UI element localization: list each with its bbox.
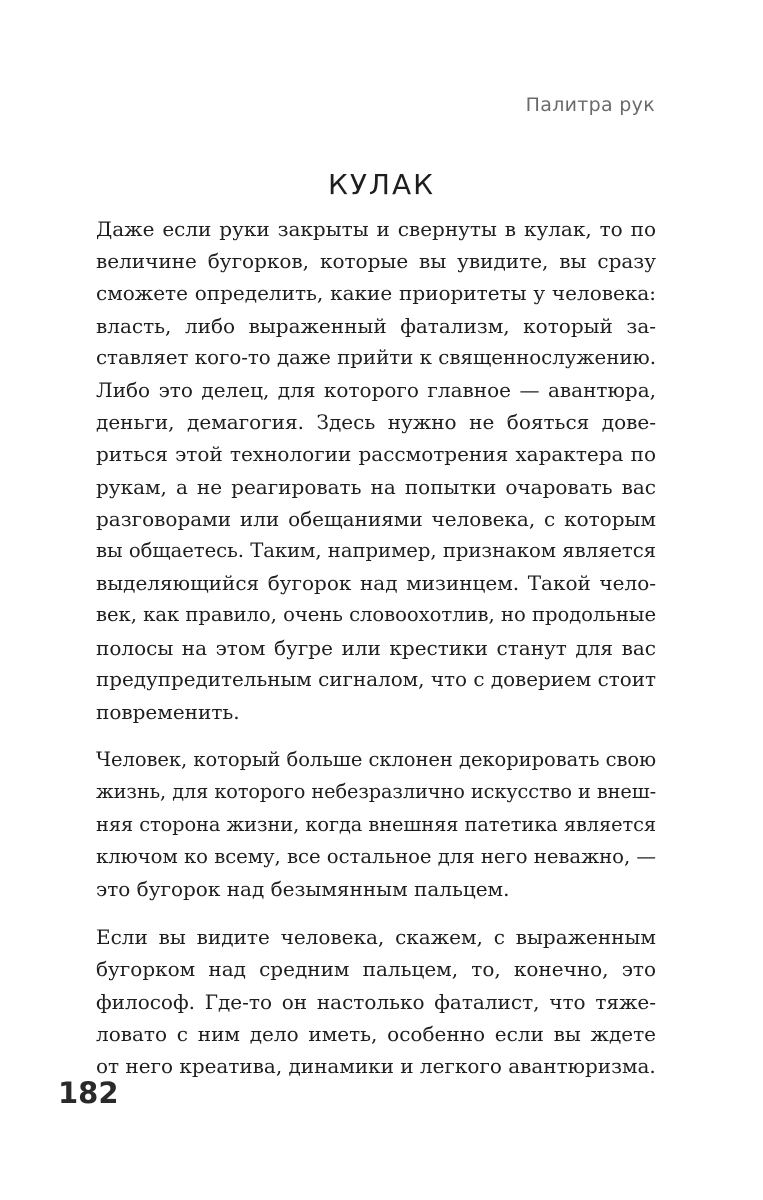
text-line: век, как правило, очень словоохотлив, но продольные bbox=[96, 603, 656, 627]
chapter-title: КУЛАК bbox=[327, 168, 436, 201]
page-number: 182 bbox=[58, 1076, 119, 1110]
text-line: Если вы видите человека, скажем, с выраженным bbox=[96, 925, 656, 950]
text-line: бугорком над средним пальцем, то, конечно, это bbox=[96, 957, 656, 982]
text-line: ловато с ним дело иметь, особенно если вы ждете bbox=[96, 1021, 656, 1046]
text-line: сможете определить, какие приоритеты у человека: bbox=[96, 281, 656, 306]
running-head: Палитра рук bbox=[525, 94, 655, 116]
text-line: вы общаетесь. Таким, например, признаком является bbox=[96, 539, 656, 563]
paragraph-3 bbox=[96, 921, 656, 1082]
paragraph-1 bbox=[96, 213, 656, 728]
text-line: философ. Где-то он настолько фаталист, что тяже- bbox=[96, 989, 656, 1014]
text-line: ключом ко всему, все остальное для него неважно, — bbox=[96, 844, 656, 868]
text-line: жизнь, для которого небезразлично искусство и внеш- bbox=[96, 780, 656, 804]
text-line: выделяющийся бугорок над мизинцем. Такой чело- bbox=[96, 571, 656, 596]
text-line: разговорами или обещаниями человека, с которым bbox=[96, 506, 656, 531]
text-line: Человек, который больше склонен декорировать свою bbox=[96, 748, 656, 772]
text-line: власть, либо выраженный фатализм, который за- bbox=[96, 313, 656, 338]
text-line: предупредительным сигналом, что с доверием стоит bbox=[96, 667, 656, 691]
text-line: Даже если руки закрыты и свернуты в кулак, то по bbox=[96, 217, 656, 241]
paragraph-2 bbox=[96, 744, 656, 905]
text-line: риться этой технологии рассмотрения характера по bbox=[96, 442, 656, 467]
text-line: Либо это делец, для которого главное — авантюра, bbox=[96, 378, 656, 403]
text-line: рукам, а не реагировать на попытки очаровать вас bbox=[96, 474, 656, 499]
body-text bbox=[96, 213, 656, 1098]
text-line: величине бугорков, которые вы увидите, вы сразу bbox=[96, 249, 656, 274]
text-line: повременить. bbox=[96, 700, 240, 725]
text-line: полосы на этом бугре или крестики станут для вас bbox=[96, 635, 656, 660]
text-line: это бугорок над безымянным пальцем. bbox=[96, 877, 510, 902]
text-line: от него креатива, динамики и легкого авантюризма. bbox=[96, 1054, 656, 1079]
text-line: няя сторона жизни, когда внешняя патетика является bbox=[96, 812, 656, 836]
text-line: деньги, демагогия. Здесь нужно не бояться дове- bbox=[96, 410, 656, 435]
text-line: ставляет кого-то даже прийти к священнослужению. bbox=[96, 345, 656, 369]
